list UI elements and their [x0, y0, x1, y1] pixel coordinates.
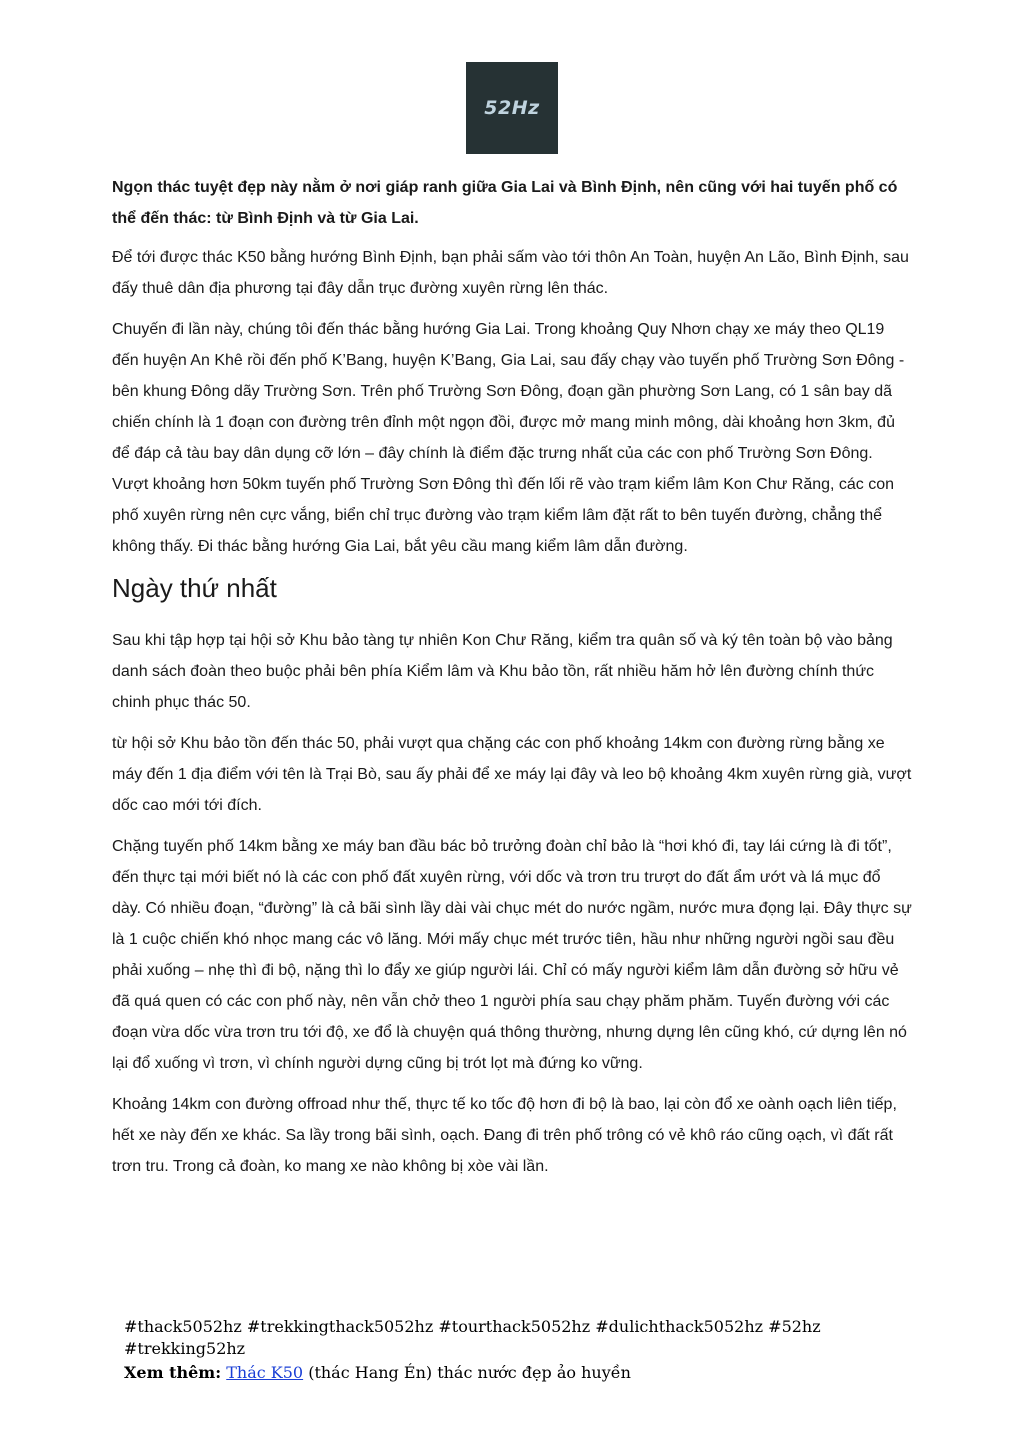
article-body [112, 172, 912, 1192]
footer [124, 1316, 904, 1384]
see-more-link[interactable]: Thác K50 [226, 1363, 304, 1382]
see-more [124, 1362, 904, 1384]
see-more-text: (thác Hang Én) thác nước đẹp ảo huyền [303, 1363, 631, 1382]
section-heading: Ngày thứ nhất [112, 573, 277, 603]
section-paragraph-4: Khoảng 14km con đường offroad như thế, thực tế ko tốc độ hơn đi bộ là bao, lại còn đổ xe oành oạch liên tiếp, hết xe này đến xe khác. Sa lầy trong bãi sình, oạch. Đang đi trên phố trông có vẻ khô ráo cũng oạch, vì đất rất trơn tru. Trong cả đoàn, ko mang xe nào không bị xòe vài lần. [112, 1096, 897, 1175]
hashtags: #thack5052hz #trekkingthack5052hz #tourthack5052hz #dulichthack5052hz #52hz #trekking52hz [124, 1317, 821, 1358]
intro-paragraph-1: Để tới được thác K50 bằng hướng Bình Định, bạn phải sấm vào tới thôn An Toàn, huyện An Lão, Bình Định, sau đấy thuê dân địa phương tại đây dẫn trục đường xuyên rừng lên thác. [112, 249, 909, 297]
section-paragraph-3: Chặng tuyến phố 14km bằng xe máy ban đầu bác bỏ trưởng đoàn chỉ bảo là “hơi khó đi, tay lái cứng là đi tốt”, đến thực tại mới biết nó là các con phố đất xuyên rừng, với dốc và trơn tru trượt do đất ẩm ướt và lá mục đổ dày. Có nhiều đoạn, “đường” là cả bãi sình lầy dài vài chục mét do nước ngầm, nước mưa đọng lại. Đây thực sự là 1 cuộc chiến khó nhọc mang các vô lăng. Mới mấy chục mét trước tiên, hầu như những người ngồi sau đều phải xuống – nhẹ thì đi bộ, nặng thì lo đẩy xe giúp người lái. Chỉ có mấy người kiểm lâm dẫn đường sở hữu vẻ đã quá quen có các con phố này, nên vẫn chở theo 1 người phía sau chạy phăm phăm. Tuyến đường với các đoạn vừa dốc vừa trơn tru tới độ, xe đổ là chuyện quá thông thường, nhưng dựng lên cũng khó, cứ dựng lên nó lại đổ xuống vì trơn, vì chính người dựng cũng bị trót lọt mà đứng ko vững. [112, 838, 912, 1072]
logo-text: 52Hz [484, 97, 540, 119]
logo [466, 62, 558, 154]
see-more-label: Xem thêm: [124, 1363, 222, 1382]
section-paragraph-2: từ hội sở Khu bảo tồn đến thác 50, phải vượt qua chặng các con phố khoảng 14km con đường rừng bằng xe máy đến 1 địa điểm với tên là Trại Bò, sau ấy phải để xe máy lại đây và leo bộ khoảng 4km xuyên rừng già, vượt dốc cao mới tới đích. [112, 735, 912, 814]
section-paragraph-1: Sau khi tập hợp tại hội sở Khu bảo tàng tự nhiên Kon Chư Răng, kiểm tra quân số và ký tên toàn bộ vào bảng danh sách đoàn theo buộc phải bên phía Kiểm lâm và Khu bảo tồn, rất nhiều hăm hở lên đường chính thức chinh phục thác 50. [112, 632, 893, 711]
intro-paragraph-2: Chuyến đi lần này, chúng tôi đến thác bằng hướng Gia Lai. Trong khoảng Quy Nhơn chạy xe máy theo QL19 đến huyện An Khê rồi đến phố K’Bang, huyện K’Bang, Gia Lai, sau đấy chạy vào tuyến phố Trường Sơn Đông - bên khung Đông dãy Trường Sơn. Trên phố Trường Sơn Đông, đoạn gần phường Sơn Lang, có 1 sân bay dã chiến chính là 1 đoạn con đường trên đỉnh một ngọn đồi, được mở mang minh mông, dài khoảng hơn 3km, đủ để đáp cả tàu bay dân dụng cỡ lớn – đây chính là điểm đặc trưng nhất của các con phố Trường Sơn Đông. Vượt khoảng hơn 50km tuyến phố Trường Sơn Đông thì đến lối rẽ vào trạm kiểm lâm Kon Chư Răng, các con phố xuyên rừng nên cực vắng, biển chỉ trục đường vào trạm kiểm lâm đặt rất to bên tuyến đường, chẳng thể không thấy. Đi thác bằng hướng Gia Lai, bắt yêu cầu mang kiểm lâm dẫn đường. [112, 321, 905, 555]
intro-lead: Ngọn thác tuyệt đẹp này nằm ở nơi giáp ranh giữa Gia Lai và Bình Định, nên cũng với hai tuyến phố có thể đến thác: từ Bình Định và từ Gia Lai. [112, 179, 898, 227]
